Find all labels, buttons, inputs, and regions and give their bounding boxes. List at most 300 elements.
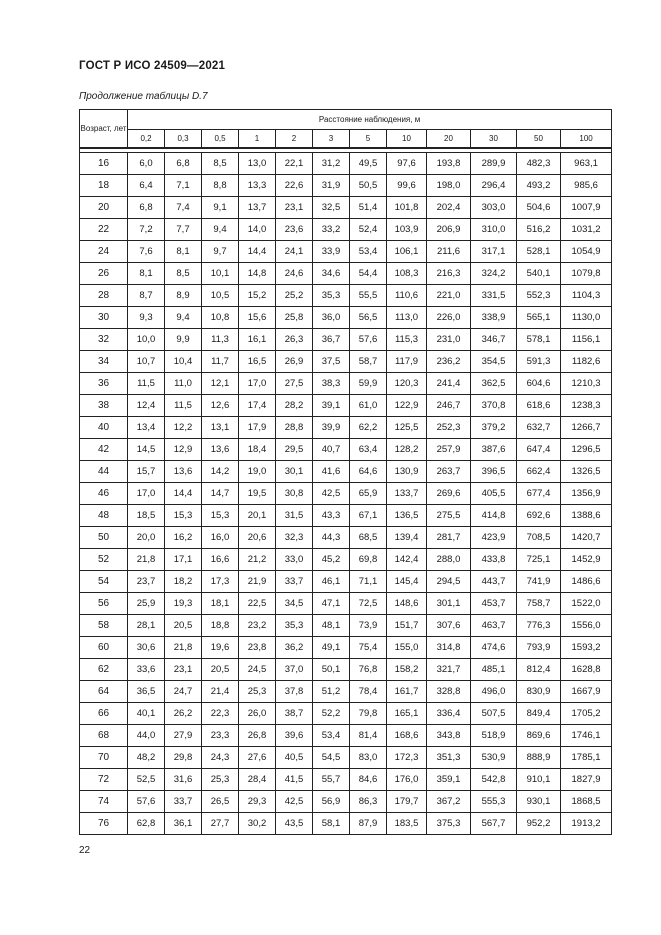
value-cell: 27,6 — [239, 747, 276, 769]
value-cell: 328,8 — [427, 681, 471, 703]
age-cell: 32 — [80, 329, 128, 351]
value-cell: 15,6 — [239, 307, 276, 329]
value-cell: 117,9 — [387, 351, 427, 373]
value-cell: 294,5 — [427, 571, 471, 593]
value-cell: 12,1 — [202, 373, 239, 395]
distance-group-header: Расстояние наблюдения, м — [128, 110, 612, 130]
value-cell: 43,5 — [276, 813, 313, 835]
value-cell: 314,8 — [427, 637, 471, 659]
value-cell: 1356,9 — [561, 483, 612, 505]
value-cell: 8,7 — [128, 285, 165, 307]
value-cell: 6,4 — [128, 175, 165, 197]
value-cell: 13,6 — [165, 461, 202, 483]
value-cell: 20,5 — [165, 615, 202, 637]
value-cell: 13,6 — [202, 439, 239, 461]
value-cell: 16,0 — [202, 527, 239, 549]
value-cell: 23,7 — [128, 571, 165, 593]
value-cell: 9,4 — [165, 307, 202, 329]
value-cell: 19,0 — [239, 461, 276, 483]
value-cell: 43,3 — [313, 505, 350, 527]
table-row — [80, 439, 612, 461]
distance-header: 20 — [427, 130, 471, 149]
table-body — [80, 153, 612, 835]
value-cell: 307,6 — [427, 615, 471, 637]
age-cell: 16 — [80, 153, 128, 175]
value-cell: 528,1 — [517, 241, 561, 263]
value-cell: 221,0 — [427, 285, 471, 307]
value-cell: 41,5 — [276, 769, 313, 791]
age-cell: 34 — [80, 351, 128, 373]
value-cell: 463,7 — [471, 615, 517, 637]
value-cell: 336,4 — [427, 703, 471, 725]
value-cell: 1785,1 — [561, 747, 612, 769]
value-cell: 27,9 — [165, 725, 202, 747]
value-cell: 39,9 — [313, 417, 350, 439]
value-cell: 30,2 — [239, 813, 276, 835]
value-cell: 830,9 — [517, 681, 561, 703]
value-cell: 1667,9 — [561, 681, 612, 703]
value-cell: 130,9 — [387, 461, 427, 483]
value-cell: 34,5 — [276, 593, 313, 615]
value-cell: 8,1 — [128, 263, 165, 285]
value-cell: 321,7 — [427, 659, 471, 681]
value-cell: 10,1 — [202, 263, 239, 285]
value-cell: 354,5 — [471, 351, 517, 373]
value-cell: 27,5 — [276, 373, 313, 395]
table-row — [80, 813, 612, 835]
value-cell: 338,9 — [471, 307, 517, 329]
age-cell: 44 — [80, 461, 128, 483]
value-cell: 24,5 — [239, 659, 276, 681]
value-cell: 370,8 — [471, 395, 517, 417]
value-cell: 26,3 — [276, 329, 313, 351]
value-cell: 9,9 — [165, 329, 202, 351]
value-cell: 303,0 — [471, 197, 517, 219]
value-cell: 13,1 — [202, 417, 239, 439]
value-cell: 15,3 — [202, 505, 239, 527]
value-cell: 39,6 — [276, 725, 313, 747]
value-cell: 1054,9 — [561, 241, 612, 263]
age-cell: 46 — [80, 483, 128, 505]
value-cell: 14,4 — [165, 483, 202, 505]
value-cell: 65,9 — [350, 483, 387, 505]
value-cell: 36,2 — [276, 637, 313, 659]
value-cell: 776,3 — [517, 615, 561, 637]
value-cell: 21,8 — [165, 637, 202, 659]
value-cell: 1556,0 — [561, 615, 612, 637]
value-cell: 1296,5 — [561, 439, 612, 461]
value-cell: 14,7 — [202, 483, 239, 505]
value-cell: 29,3 — [239, 791, 276, 813]
value-cell: 151,7 — [387, 615, 427, 637]
value-cell: 30,1 — [276, 461, 313, 483]
age-cell: 22 — [80, 219, 128, 241]
value-cell: 58,1 — [313, 813, 350, 835]
value-cell: 33,2 — [313, 219, 350, 241]
value-cell: 7,1 — [165, 175, 202, 197]
value-cell: 17,3 — [202, 571, 239, 593]
value-cell: 24,3 — [202, 747, 239, 769]
value-cell: 288,0 — [427, 549, 471, 571]
value-cell: 14,2 — [202, 461, 239, 483]
value-cell: 33,7 — [165, 791, 202, 813]
table-row — [80, 241, 612, 263]
age-column-header: Возраст, лет — [80, 110, 128, 149]
value-cell: 17,0 — [239, 373, 276, 395]
value-cell: 11,5 — [165, 395, 202, 417]
value-cell: 25,3 — [202, 769, 239, 791]
distance-header: 5 — [350, 130, 387, 149]
value-cell: 1104,3 — [561, 285, 612, 307]
value-cell: 13,0 — [239, 153, 276, 175]
document-header: ГОСТ Р ИСО 24509—2021 — [79, 60, 226, 72]
value-cell: 1156,1 — [561, 329, 612, 351]
distance-header: 30 — [471, 130, 517, 149]
value-cell: 11,0 — [165, 373, 202, 395]
age-cell: 70 — [80, 747, 128, 769]
value-cell: 367,2 — [427, 791, 471, 813]
value-cell: 15,2 — [239, 285, 276, 307]
value-cell: 281,7 — [427, 527, 471, 549]
table-row — [80, 219, 612, 241]
table-row — [80, 285, 612, 307]
age-cell: 50 — [80, 527, 128, 549]
value-cell: 1182,6 — [561, 351, 612, 373]
value-cell: 12,2 — [165, 417, 202, 439]
value-cell: 14,0 — [239, 219, 276, 241]
value-cell: 708,5 — [517, 527, 561, 549]
value-cell: 21,8 — [128, 549, 165, 571]
value-cell: 241,4 — [427, 373, 471, 395]
value-cell: 179,7 — [387, 791, 427, 813]
age-cell: 68 — [80, 725, 128, 747]
value-cell: 51,2 — [313, 681, 350, 703]
value-cell: 54,4 — [350, 263, 387, 285]
value-cell: 41,6 — [313, 461, 350, 483]
age-cell: 54 — [80, 571, 128, 593]
value-cell: 55,7 — [313, 769, 350, 791]
value-cell: 518,9 — [471, 725, 517, 747]
value-cell: 1238,3 — [561, 395, 612, 417]
value-cell: 113,0 — [387, 307, 427, 329]
table-row — [80, 505, 612, 527]
table-row — [80, 527, 612, 549]
value-cell: 29,5 — [276, 439, 313, 461]
value-cell: 11,3 — [202, 329, 239, 351]
value-cell: 139,4 — [387, 527, 427, 549]
value-cell: 120,3 — [387, 373, 427, 395]
value-cell: 30,8 — [276, 483, 313, 505]
value-cell: 379,2 — [471, 417, 517, 439]
value-cell: 84,6 — [350, 769, 387, 791]
value-cell: 24,6 — [276, 263, 313, 285]
value-cell: 19,6 — [202, 637, 239, 659]
value-cell: 591,3 — [517, 351, 561, 373]
value-cell: 48,1 — [313, 615, 350, 637]
value-cell: 36,0 — [313, 307, 350, 329]
table-row — [80, 307, 612, 329]
value-cell: 1628,8 — [561, 659, 612, 681]
table-row — [80, 197, 612, 219]
table-row — [80, 417, 612, 439]
value-cell: 69,8 — [350, 549, 387, 571]
value-cell: 14,8 — [239, 263, 276, 285]
value-cell: 36,1 — [165, 813, 202, 835]
value-cell: 57,6 — [128, 791, 165, 813]
value-cell: 46,1 — [313, 571, 350, 593]
value-cell: 25,8 — [276, 307, 313, 329]
value-cell: 30,6 — [128, 637, 165, 659]
value-cell: 35,3 — [276, 615, 313, 637]
value-cell: 40,1 — [128, 703, 165, 725]
value-cell: 49,5 — [350, 153, 387, 175]
value-cell: 22,1 — [276, 153, 313, 175]
table-row — [80, 263, 612, 285]
value-cell: 34,6 — [313, 263, 350, 285]
value-cell: 23,2 — [239, 615, 276, 637]
value-cell: 482,3 — [517, 153, 561, 175]
value-cell: 433,8 — [471, 549, 517, 571]
value-cell: 567,7 — [471, 813, 517, 835]
value-cell: 19,5 — [239, 483, 276, 505]
value-cell: 758,7 — [517, 593, 561, 615]
value-cell: 812,4 — [517, 659, 561, 681]
value-cell: 1388,6 — [561, 505, 612, 527]
value-cell: 50,5 — [350, 175, 387, 197]
distance-header: 3 — [313, 130, 350, 149]
value-cell: 8,8 — [202, 175, 239, 197]
value-cell: 474,6 — [471, 637, 517, 659]
value-cell: 12,9 — [165, 439, 202, 461]
value-cell: 28,2 — [276, 395, 313, 417]
value-cell: 1031,2 — [561, 219, 612, 241]
value-cell: 362,5 — [471, 373, 517, 395]
value-cell: 52,4 — [350, 219, 387, 241]
value-cell: 351,3 — [427, 747, 471, 769]
table-row — [80, 681, 612, 703]
value-cell: 485,1 — [471, 659, 517, 681]
value-cell: 540,1 — [517, 263, 561, 285]
page-number: 22 — [79, 845, 91, 856]
value-cell: 18,1 — [202, 593, 239, 615]
value-cell: 26,5 — [202, 791, 239, 813]
value-cell: 11,7 — [202, 351, 239, 373]
value-cell: 22,5 — [239, 593, 276, 615]
value-cell: 555,3 — [471, 791, 517, 813]
value-cell: 25,2 — [276, 285, 313, 307]
value-cell: 72,5 — [350, 593, 387, 615]
value-cell: 216,3 — [427, 263, 471, 285]
value-cell: 496,0 — [471, 681, 517, 703]
value-cell: 21,4 — [202, 681, 239, 703]
value-cell: 79,8 — [350, 703, 387, 725]
value-cell: 236,2 — [427, 351, 471, 373]
value-cell: 1486,6 — [561, 571, 612, 593]
distance-header: 50 — [517, 130, 561, 149]
value-cell: 23,8 — [239, 637, 276, 659]
table-row — [80, 571, 612, 593]
value-cell: 632,7 — [517, 417, 561, 439]
value-cell: 1913,2 — [561, 813, 612, 835]
value-cell: 25,3 — [239, 681, 276, 703]
value-cell: 40,7 — [313, 439, 350, 461]
value-cell: 42,5 — [313, 483, 350, 505]
value-cell: 165,1 — [387, 703, 427, 725]
value-cell: 38,3 — [313, 373, 350, 395]
value-cell: 1705,2 — [561, 703, 612, 725]
value-cell: 453,7 — [471, 593, 517, 615]
table-row — [80, 725, 612, 747]
age-cell: 64 — [80, 681, 128, 703]
value-cell: 142,4 — [387, 549, 427, 571]
value-cell: 35,3 — [313, 285, 350, 307]
value-cell: 578,1 — [517, 329, 561, 351]
value-cell: 49,1 — [313, 637, 350, 659]
value-cell: 296,4 — [471, 175, 517, 197]
table-row — [80, 461, 612, 483]
value-cell: 63,4 — [350, 439, 387, 461]
age-cell: 66 — [80, 703, 128, 725]
value-cell: 18,4 — [239, 439, 276, 461]
value-cell: 29,8 — [165, 747, 202, 769]
value-cell: 552,3 — [517, 285, 561, 307]
table-row — [80, 153, 612, 175]
value-cell: 40,5 — [276, 747, 313, 769]
value-cell: 849,4 — [517, 703, 561, 725]
table-header — [80, 110, 612, 149]
value-cell: 20,1 — [239, 505, 276, 527]
value-cell: 16,1 — [239, 329, 276, 351]
age-cell: 72 — [80, 769, 128, 791]
table-row — [80, 791, 612, 813]
value-cell: 11,5 — [128, 373, 165, 395]
value-cell: 25,9 — [128, 593, 165, 615]
value-cell: 13,3 — [239, 175, 276, 197]
value-cell: 888,9 — [517, 747, 561, 769]
table-row — [80, 329, 612, 351]
age-cell: 18 — [80, 175, 128, 197]
age-cell: 48 — [80, 505, 128, 527]
value-cell: 13,4 — [128, 417, 165, 439]
value-cell: 263,7 — [427, 461, 471, 483]
value-cell: 647,4 — [517, 439, 561, 461]
value-cell: 37,0 — [276, 659, 313, 681]
value-cell: 604,6 — [517, 373, 561, 395]
value-cell: 76,8 — [350, 659, 387, 681]
age-cell: 24 — [80, 241, 128, 263]
value-cell: 17,0 — [128, 483, 165, 505]
age-cell: 74 — [80, 791, 128, 813]
value-cell: 198,0 — [427, 175, 471, 197]
value-cell: 741,9 — [517, 571, 561, 593]
value-cell: 275,5 — [427, 505, 471, 527]
value-cell: 57,6 — [350, 329, 387, 351]
value-cell: 310,0 — [471, 219, 517, 241]
value-cell: 39,1 — [313, 395, 350, 417]
value-cell: 12,4 — [128, 395, 165, 417]
value-cell: 10,7 — [128, 351, 165, 373]
value-cell: 48,2 — [128, 747, 165, 769]
value-cell: 10,0 — [128, 329, 165, 351]
value-cell: 86,3 — [350, 791, 387, 813]
value-cell: 168,6 — [387, 725, 427, 747]
value-cell: 44,3 — [313, 527, 350, 549]
value-cell: 33,9 — [313, 241, 350, 263]
value-cell: 27,7 — [202, 813, 239, 835]
value-cell: 155,0 — [387, 637, 427, 659]
value-cell: 493,2 — [517, 175, 561, 197]
value-cell: 9,3 — [128, 307, 165, 329]
value-cell: 23,1 — [165, 659, 202, 681]
value-cell: 6,8 — [128, 197, 165, 219]
value-cell: 9,7 — [202, 241, 239, 263]
value-cell: 10,8 — [202, 307, 239, 329]
value-cell: 22,6 — [276, 175, 313, 197]
distance-header: 10 — [387, 130, 427, 149]
value-cell: 78,4 — [350, 681, 387, 703]
value-cell: 1130,0 — [561, 307, 612, 329]
value-cell: 20,6 — [239, 527, 276, 549]
value-cell: 1326,5 — [561, 461, 612, 483]
value-cell: 1266,7 — [561, 417, 612, 439]
value-cell: 54,5 — [313, 747, 350, 769]
value-cell: 269,6 — [427, 483, 471, 505]
distance-header: 0,2 — [128, 130, 165, 149]
value-cell: 20,0 — [128, 527, 165, 549]
value-cell: 23,3 — [202, 725, 239, 747]
value-cell: 17,4 — [239, 395, 276, 417]
value-cell: 1746,1 — [561, 725, 612, 747]
value-cell: 7,7 — [165, 219, 202, 241]
age-cell: 38 — [80, 395, 128, 417]
value-cell: 530,9 — [471, 747, 517, 769]
value-cell: 405,5 — [471, 483, 517, 505]
table-row — [80, 703, 612, 725]
value-cell: 33,0 — [276, 549, 313, 571]
value-cell: 317,1 — [471, 241, 517, 263]
value-cell: 56,9 — [313, 791, 350, 813]
value-cell: 226,0 — [427, 307, 471, 329]
table-row — [80, 615, 612, 637]
value-cell: 414,8 — [471, 505, 517, 527]
value-cell: 246,7 — [427, 395, 471, 417]
value-cell: 952,2 — [517, 813, 561, 835]
value-cell: 53,4 — [350, 241, 387, 263]
header-row-distances — [80, 130, 612, 149]
value-cell: 662,4 — [517, 461, 561, 483]
value-cell: 161,7 — [387, 681, 427, 703]
value-cell: 963,1 — [561, 153, 612, 175]
value-cell: 62,2 — [350, 417, 387, 439]
value-cell: 36,7 — [313, 329, 350, 351]
value-cell: 1210,3 — [561, 373, 612, 395]
distance-header: 1 — [239, 130, 276, 149]
value-cell: 37,8 — [276, 681, 313, 703]
value-cell: 172,3 — [387, 747, 427, 769]
value-cell: 289,9 — [471, 153, 517, 175]
value-cell: 15,7 — [128, 461, 165, 483]
value-cell: 7,6 — [128, 241, 165, 263]
value-cell: 8,1 — [165, 241, 202, 263]
value-cell: 68,5 — [350, 527, 387, 549]
value-cell: 18,5 — [128, 505, 165, 527]
value-cell: 565,1 — [517, 307, 561, 329]
value-cell: 42,5 — [276, 791, 313, 813]
value-cell: 75,4 — [350, 637, 387, 659]
value-cell: 18,2 — [165, 571, 202, 593]
value-cell: 343,8 — [427, 725, 471, 747]
value-cell: 106,1 — [387, 241, 427, 263]
